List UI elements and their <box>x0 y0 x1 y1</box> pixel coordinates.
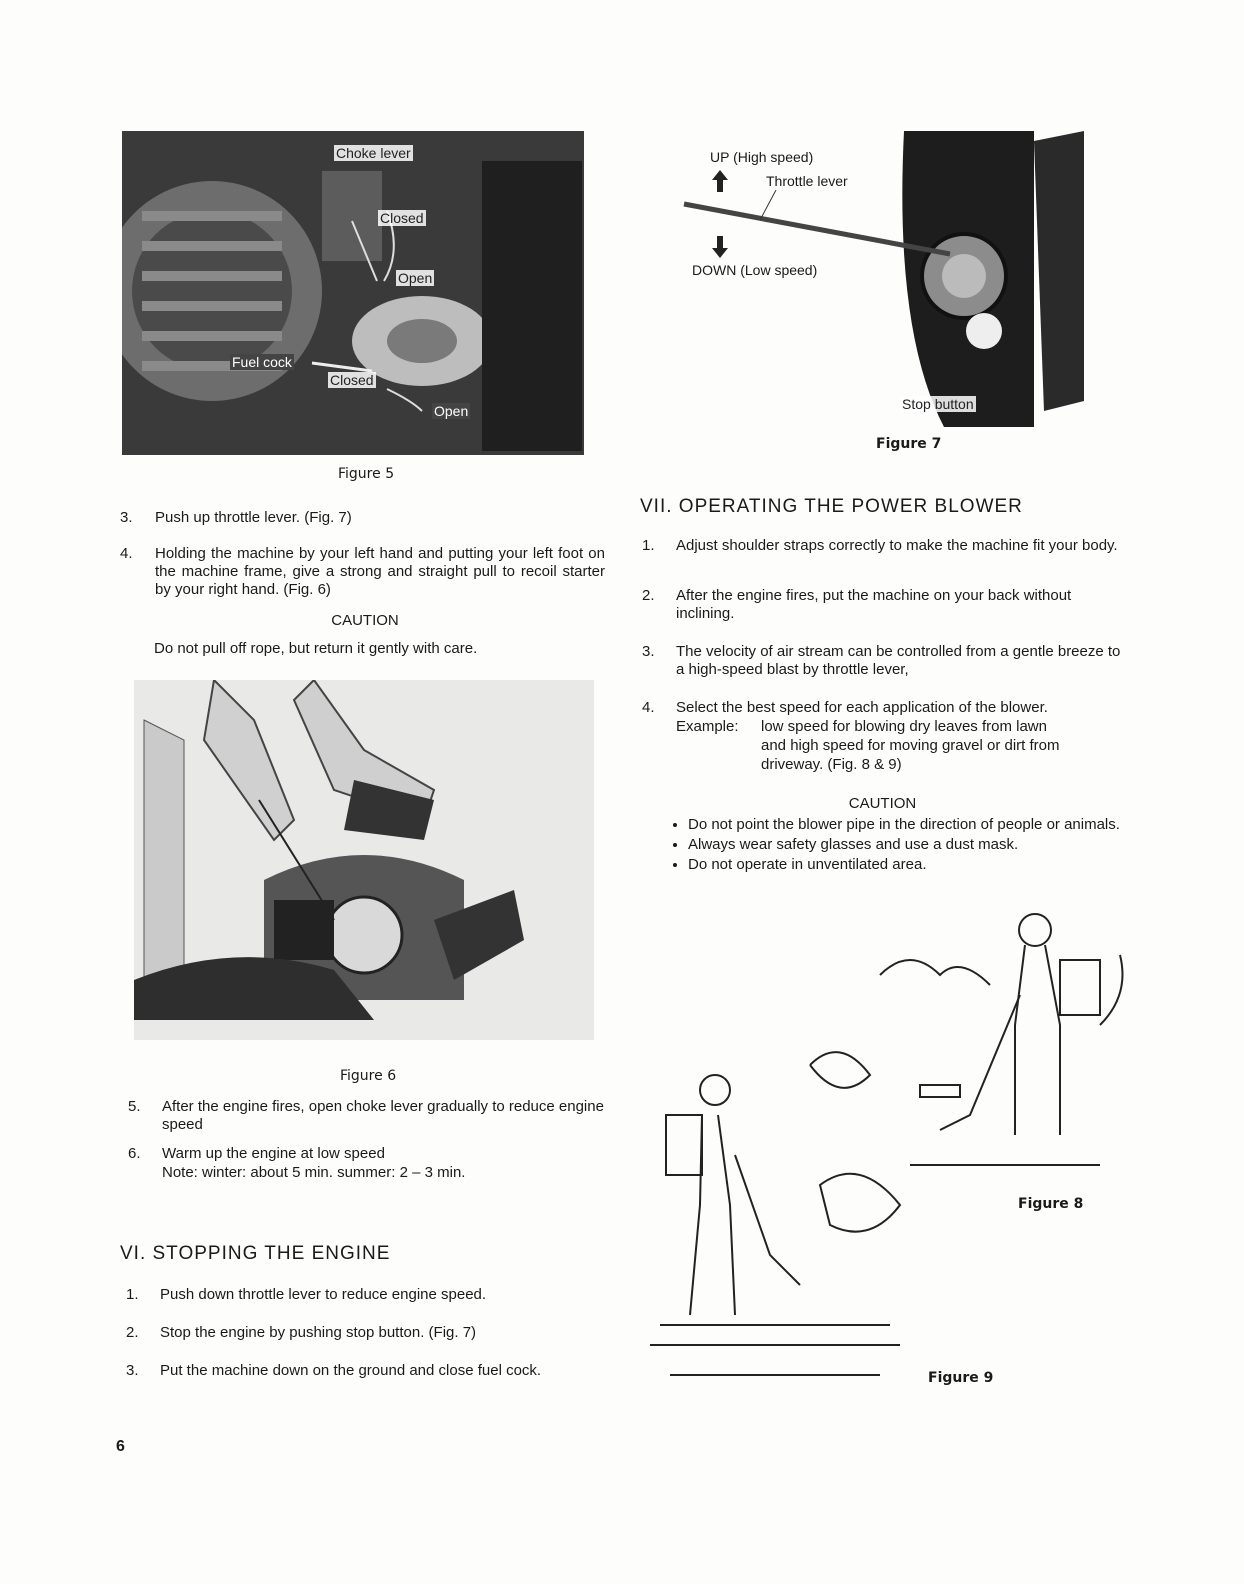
step-text: After the engine fires, open choke lever gradually to reduce engine speed <box>162 1098 604 1133</box>
callout-down-low-speed: DOWN (Low speed) <box>692 262 818 278</box>
callout-fuel-cock: Fuel cock <box>232 354 292 370</box>
step-text: Warm up the engine at low speed <box>162 1145 385 1162</box>
callout-closed-bottom: Closed <box>330 372 374 388</box>
step-text: Select the best speed for each application of the blower. <box>676 699 1048 716</box>
figure-7-photo <box>884 131 1114 427</box>
step-number: 6. <box>128 1145 141 1162</box>
callout-up-high-speed: UP (High speed) <box>710 149 814 165</box>
step-text: Push down throttle lever to reduce engine speed. <box>160 1286 487 1303</box>
throttle-stop-image <box>884 131 1114 427</box>
section-6-step-1 <box>126 1286 616 1306</box>
down-arrow-icon <box>712 236 728 258</box>
step-text: Put the machine down on the ground and close fuel cock. <box>160 1362 542 1379</box>
section-7-heading: VII. OPERATING THE POWER BLOWER <box>640 496 1023 517</box>
caution-1-text: Do not pull off rope, but return it gently with care. <box>154 640 478 657</box>
figure-9-caption: Figure 9 <box>928 1370 994 1386</box>
example-line-1: low speed for blowing dry leaves from lawn <box>761 718 1047 735</box>
step-text: Holding the machine by your left hand and putting your left foot on the machine frame, give a strong and straight pull to recoil starter by your right hand. (Fig. 6) <box>155 545 605 598</box>
step-5-left <box>128 1098 618 1138</box>
step-number: 1. <box>126 1286 139 1303</box>
step-number: 2. <box>126 1324 139 1341</box>
section-6-heading: VI. STOPPING THE ENGINE <box>120 1243 391 1264</box>
example-label: Example: <box>676 718 739 735</box>
callout-open-top: Open <box>398 270 433 286</box>
caution-item: • Always wear safety glasses and use a dust mask. <box>688 836 1148 854</box>
step-text: After the engine fires, put the machine on your back without inclining. <box>676 587 1072 622</box>
callout-closed-top: Closed <box>380 210 424 226</box>
caution-2-list <box>666 816 1148 876</box>
example-line-3: driveway. (Fig. 8 & 9) <box>761 756 902 773</box>
step-number: 2. <box>642 587 655 604</box>
figure-6-caption: Figure 6 <box>340 1068 397 1084</box>
caution-item: • Do not operate in unventilated area. <box>688 856 1148 874</box>
recoil-start-image <box>134 680 594 1040</box>
example-line-2: and high speed for moving gravel or dirt from <box>761 737 1060 754</box>
callout-stop-button: Stop button <box>902 396 974 412</box>
figure-6-photo <box>134 680 594 1040</box>
caution-1-title: CAUTION <box>331 612 399 629</box>
engine-choke-fuel-image <box>122 131 584 455</box>
step-text: Stop the engine by pushing stop button. (Fig. 7) <box>160 1324 477 1341</box>
section-7-step-1 <box>642 537 1127 577</box>
section-7-step-3 <box>642 643 1127 683</box>
caution-item: • Do not point the blower pipe in the direction of people or animals. <box>688 816 1148 834</box>
section-7-step-2 <box>642 587 1127 627</box>
section-6-step-3 <box>126 1362 616 1382</box>
figure-5-photo <box>122 131 584 455</box>
section-7-step-4 <box>642 699 1127 779</box>
step-4-left <box>120 545 610 605</box>
step-3-left <box>120 509 610 529</box>
section-6-step-2 <box>126 1324 616 1344</box>
throttle-lever-drawing <box>680 190 960 270</box>
page-number: 6 <box>116 1438 125 1455</box>
up-arrow-icon <box>712 170 728 192</box>
figure-5-caption: Figure 5 <box>338 466 395 482</box>
callout-choke-lever: Choke lever <box>336 145 411 161</box>
step-number: 1. <box>642 537 655 554</box>
step-text: Push up throttle lever. (Fig. 7) <box>155 509 352 526</box>
step-note: Note: winter: about 5 min. summer: 2 – 3 min. <box>162 1164 466 1181</box>
caution-2-title: CAUTION <box>848 795 917 812</box>
figure-7-caption: Figure 7 <box>876 436 942 452</box>
callout-open-bottom: Open <box>434 403 469 419</box>
step-text: Adjust shoulder straps correctly to make the machine fit your body. <box>676 537 1118 554</box>
step-number: 3. <box>120 509 133 526</box>
step-number: 4. <box>642 699 655 716</box>
callout-throttle-lever: Throttle lever <box>766 173 848 189</box>
step-6-left <box>128 1145 618 1185</box>
step-number: 5. <box>128 1098 141 1115</box>
step-number: 3. <box>126 1362 139 1379</box>
step-number: 4. <box>120 545 133 562</box>
step-text: The velocity of air stream can be controlled from a gentle breeze to a high-speed blast by throttle lever, <box>676 643 1121 678</box>
step-number: 3. <box>642 643 655 660</box>
figure-8-caption: Figure 8 <box>1018 1196 1084 1212</box>
figures-8-9-drawing <box>640 905 1140 1405</box>
